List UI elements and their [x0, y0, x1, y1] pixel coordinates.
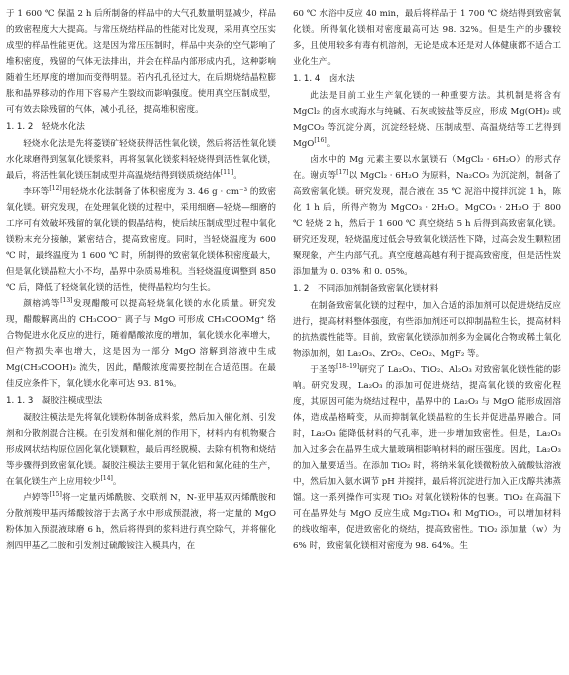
section-heading-1-1-3: 1. 1. 3 凝胶注模成型法: [6, 396, 103, 406]
paragraph-text: 轻烧水化法是先将菱镁矿轻烧获得活性氧化镁，然后将活性氧化镁水化球磨得到氢氧化镁浆料，再将氢氧化镁浆料轻烧得到活性氧化镁，最后，将活性氧化镁压制成型并高温烧结得到镁质烧结体: [6, 139, 276, 181]
author-name: 颜榕鸿等: [23, 299, 61, 309]
citation: [12]: [49, 185, 62, 193]
paragraph-text: 以 MgCl₂ · 6H₂O 为原料，Na₂CO₃ 为沉淀剂，制备了高致密氧化镁。研究发现，混合液在 35 ℃ 泥浴中搅拌沉淀 1 h，陈化 1 h 后，所得产物为 MgCO₃ · 2H₂O。MgCO₃ · 2H₂O 于 800 ℃ 轻烧 2 h，然后于 1 600 ℃ 真空烧结 5 h 后得到高致密氧化镁。研究还发现，轻烧温度过低会导致氧化镁活性下降，过高会发生颗粒团聚现象，产生内部气孔。真空度越高越有利于提高致密度，但是活性炭添加量为 0. 03% 和 0. 05%。: [293, 171, 561, 277]
left-column: [6, 6, 276, 554]
paragraph-additives: 在制备致密氧化镁的过程中，加入合适的添加剂可以促进烧结反应进行，提高材料整体强度，有些添加剂还可以抑制晶粒生长，提高材料的抗热震性能等。目前，致密氧化镁添加剂多为金属化合物或稀土氧化物添加剂，如 La₂O₃、ZrO₂、CeO₂、MgF₂ 等。: [293, 301, 561, 359]
citation: [18–19]: [336, 363, 360, 371]
paragraph-text: 此法是目前工业生产氧化镁的一种重要方法。其机制是将含有 MgCl₂ 的卤水或海水与纯碱、石灰或铵盐等反应，形成 Mg(OH)₂ 或 MgCO₃ 等沉淀分离，沉淀经轻烧、压制成型、高温烧结等工艺得到 MgO: [293, 91, 561, 149]
paragraph-text: 卤水中的 Mg 元素主要以水氯镁石（MgCl₂ · 6H₂O）的形式存在。谢贞等: [293, 155, 561, 181]
paragraph-text: 用轻烧水化法制备了体积密度为 3. 46 g · cm⁻³ 的致密氧化镁。研究发现，在处理氧化镁的过程中，采用细磨—轻烧—细磨的工序可有效破坏残留的氧化镁的假晶结构，使后续压制成型过程中氧化镁粉末充分接触，紧密结合，提高致密度。同时，当轻烧温度为 600 ℃ 时，最终温度为 1 600 ℃ 时，所制得的致密氧化镁体积密度最大，但是氧化镁晶粒大小不均，晶界中杂质易堆积。当轻烧温度调整到 850 ℃ 后，降低了轻烧氧化镁的活性，使得晶粒均匀生长。: [6, 187, 276, 293]
paragraph-brine-method: 此法是目前工业生产氧化镁的一种重要方法。其机制是将含有 MgCl₂ 的卤水或海水与纯碱、石灰或铵盐等反应，形成 Mg(OH)₂ 或 MgCO₃ 等沉淀分离，沉淀经轻烧、压制成型、高温烧结等工艺得到 MgO[16]。: [293, 91, 561, 149]
paragraph-li-huan: [6, 184, 276, 296]
paragraph-light-burn-hydration: 轻烧水化法是先将菱镁矿轻烧获得活性氧化镁，然后将活性氧化镁水化球磨得到氢氧化镁浆料，再将氢氧化镁浆料轻烧得到活性氧化镁，最后，将活性氧化镁压制成型并高温烧结得到镁质烧结体[11]。: [6, 139, 276, 181]
paragraph-yan-ronghong: [6, 296, 276, 392]
right-column: [293, 6, 561, 554]
paragraph-text: 研究了 La₂O₃、TiO₂、Al₂O₃ 对致密氧化镁性能的影响。研究发现，La₂O₃ 的添加可促进烧结，提高氧化镁的致密化程度，其原因可能为烧结过程中，晶界中的 La₂O₃ 与 MgO 能形成固溶体，造成晶格畸变，从而抑制氧化镁晶粒的生长并促进晶界融合。同时，La₂O₃ 能降低材料的气孔率，进一步增加致密性。但是，La₂O₃ 加入过多会在晶界生成大量玻璃相影响材料的耐压强度。因此，La₂O₃ 的加入量要适当。在添加 TiO₂ 时，将纳米氧化镁微粉放入硫酸钛溶液中，然后加入氨水调节 pH 并搅拌，最后将沉淀进行加入正戊醇共沸蒸馏。这一系列操作可实现 TiO₂ 对氧化镁粉体的包裹。TiO₂ 在高温下可在晶界处与 MgO 反应生成 Mg₂TiO₄ 和 MgTiO₃，可以增加材料的线收缩率，促进致密化的烧结，提高致密性。TiO₂ 添加量（w）为 6% 时，致密氧化镁相对密度为 98. 64%。生: [293, 365, 561, 551]
paragraph-intro: 于 1 600 ℃ 保温 2 h 后所制备的样品中的大气孔数量明显减少，样品的致密程度大大提高。与常压烧结样品的性能对比发现，采用真空压实成型的样品性能更优。这是因为常压压制时，样品中夹杂的空气影响了堆积密度，残留的气体无法排出，并会在样品内部形成内孔，这种影响随着生坯厚度的增加而变得明显。若内孔孔径过大，在后期烧结晶粒膨胀和晶界移动的作用下容易产生裂纹而影响强度。使用真空压制成型，可有效去除残留的气体，减小孔径，提高堆积密度。: [6, 9, 276, 115]
citation: [17]: [336, 169, 349, 177]
citation: [11]: [220, 169, 234, 177]
section-heading-1-2: 1. 2 不同添加剂制备致密氧化镁材料: [293, 284, 439, 294]
author-name: 李环等: [23, 187, 50, 197]
citation: [14]: [100, 475, 113, 483]
paragraph-text: 凝胶注模法是先将氧化镁粉体制备成料浆，然后加入催化剂、引发剂和分散剂混合注模。在引发剂和催化剂的作用下，材料内有机物聚合形成网状结构原位固化氧化镁颗粒，最后再经脱模、去除有机物和烧结等步骤得到致密氧化镁。凝胶注模法主要用于氧化铝和氮化硅的生产，在氧化镁生产上应用较少: [6, 413, 276, 487]
author-name: 卢婷等: [23, 493, 50, 503]
citation: [13]: [60, 297, 73, 305]
citation: [15]: [49, 491, 62, 499]
paragraph-yu-sheng: [293, 362, 561, 554]
citation: [16]: [314, 137, 327, 145]
section-heading-1-1-4: 1. 1. 4 卤水法: [293, 74, 355, 84]
author-name: 于圣等: [310, 365, 337, 375]
section-heading-1-1-2: 1. 1. 2 轻烧水化法: [6, 122, 85, 132]
paragraph-text: 将一定量丙烯酰胺、交联剂 N，N-亚甲基双丙烯酰胺和分散剂羧甲基丙烯酸铵溶于去离子水中形成预混液，将一定量的 MgO 粉体加入预混液球磨 6 h，然后将得到的浆料进行真空除气，并将催化剂四甲基乙二胺和引发剂过硫酸铵注入模具内，在: [6, 493, 276, 551]
paragraph-xie-zhen: [293, 152, 561, 280]
paragraph-text: 发现醋酸可以提高轻烧氧化镁的水化质量。研究发现，醋酸解离出的 CH₃COO⁻ 离子与 MgO 可形成 CH₃COOMg⁺ 络合物促进水化反应的进行，随着醋酸浓度的增加，氧化镁水化率增大，但产物损失率也增大，这是因为一部分 MgO 溶解到溶液中生成 Mg(CH₃COOH)₂ 流失，因此，醋酸浓度需要控制在合适范围。在最佳反应条件下，氧化镁水化率可达 93. 81%。: [6, 299, 276, 389]
paragraph-gel-casting: 凝胶注模法是先将氧化镁粉体制备成料浆，然后加入催化剂、引发剂和分散剂混合注模。在引发剂和催化剂的作用下，材料内有机物聚合形成网状结构原位固化氧化镁颗粒，最后再经脱模、去除有机物和烧结等步骤得到致密氧化镁。凝胶注模法主要用于氧化铝和氮化硅的生产，在氧化镁生产上应用较少[14]。: [6, 413, 276, 487]
paragraph-gel-casting-continued: 60 ℃ 水浴中反应 40 min，最后将样品于 1 700 ℃ 烧结得到致密氧化镁。所得氧化镁相对密度最高可达 98. 32%。但是生产的步骤较多，且使用较多有毒有机溶剂，无论是成本还是对人体健康都不适合工业化生产。: [293, 9, 561, 67]
paragraph-lu-ting: [6, 490, 276, 554]
